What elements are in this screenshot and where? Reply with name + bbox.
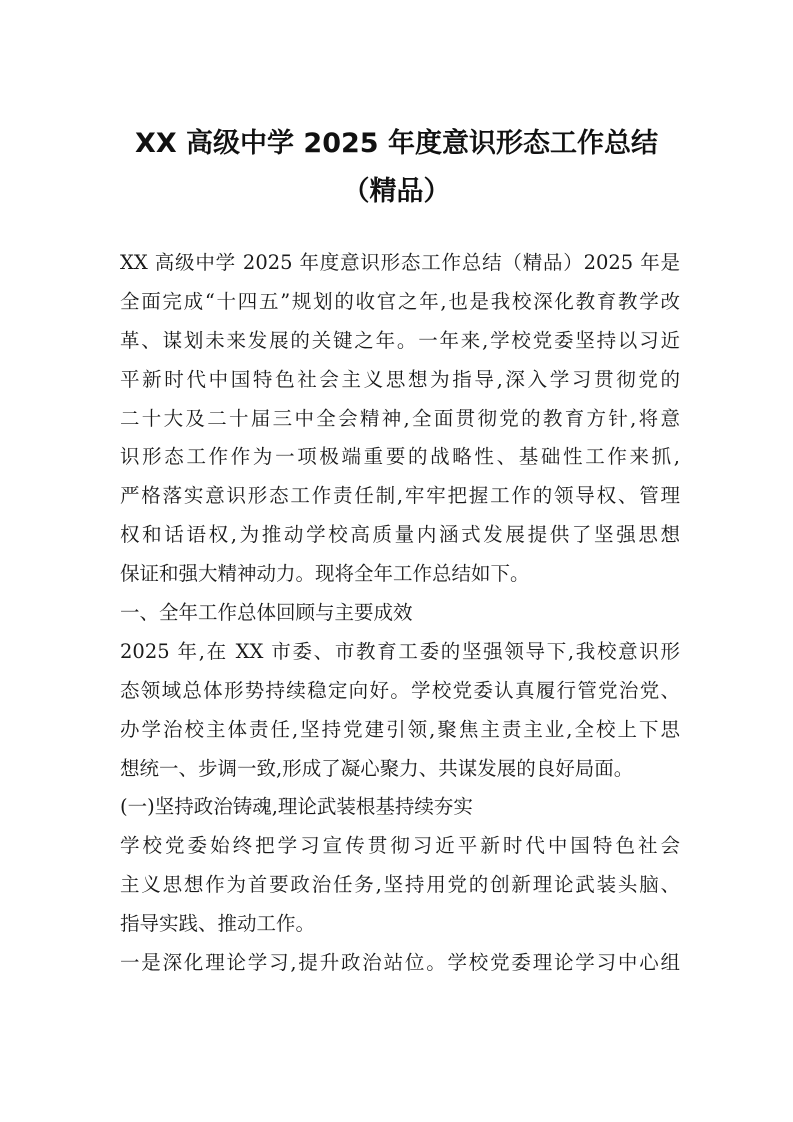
paragraph-line: 二十大及二十届三中全会精神,全面贯彻党的教育方针,将意 xyxy=(120,406,680,430)
paragraph-line: 2025 年,在 XX 市委、市教育工委的坚强领导下,我校意识形 xyxy=(120,639,680,663)
paragraph-line: 权和话语权,为推动学校高质量内涵式发展提供了坚强思想 xyxy=(120,523,680,547)
paragraph-line: 想统一、步调一致,形成了凝心聚力、共谋发展的良好局面。 xyxy=(120,756,634,780)
document-title-line-1: XX 高级中学 2025 年度意识形态工作总结 xyxy=(135,128,658,159)
paragraph-line: 革、谋划未来发展的关键之年。一年来,学校党委坚持以习近 xyxy=(120,328,680,352)
paragraph-line: 全面完成“十四五”规划的收官之年,也是我校深化教育教学改 xyxy=(120,289,680,313)
subsection-heading: (一)坚持政治铸魂,理论武装根基持续夯实 xyxy=(120,795,473,819)
paragraph-line: 学校党委始终把学习宣传贯彻习近平新时代中国特色社会 xyxy=(120,834,680,858)
document-title-line-2: （精品） xyxy=(342,176,451,207)
paragraph-line: XX 高级中学 2025 年度意识形态工作总结（精品）2025 年是 xyxy=(120,251,680,274)
section-heading: 一、全年工作总体回顾与主要成效 xyxy=(120,601,413,625)
document-body xyxy=(120,244,680,983)
paragraph-line: 识形态工作作为一项极端重要的战略性、基础性工作来抓, xyxy=(120,445,680,469)
paragraph-line: 主义思想作为首要政治任务,坚持用党的创新理论武装头脑、 xyxy=(120,873,680,897)
paragraph-line: 态领域总体形势持续稳定向好。学校党委认真履行管党治党、 xyxy=(120,678,680,702)
paragraph-line: 保证和强大精神动力。现将全年工作总结如下。 xyxy=(120,562,530,586)
paragraph-line: 严格落实意识形态工作责任制,牢牢把握工作的领导权、管理 xyxy=(120,484,680,508)
paragraph-line: 平新时代中国特色社会主义思想为指导,深入学习贯彻党的 xyxy=(120,367,680,391)
paragraph-line: 办学治校主体责任,坚持党建引领,聚焦主责主业,全校上下思 xyxy=(120,717,680,741)
paragraph-line: 一是深化理论学习,提升政治站位。学校党委理论学习中心组 xyxy=(120,951,680,975)
paragraph-line: 指导实践、推动工作。 xyxy=(120,912,316,936)
